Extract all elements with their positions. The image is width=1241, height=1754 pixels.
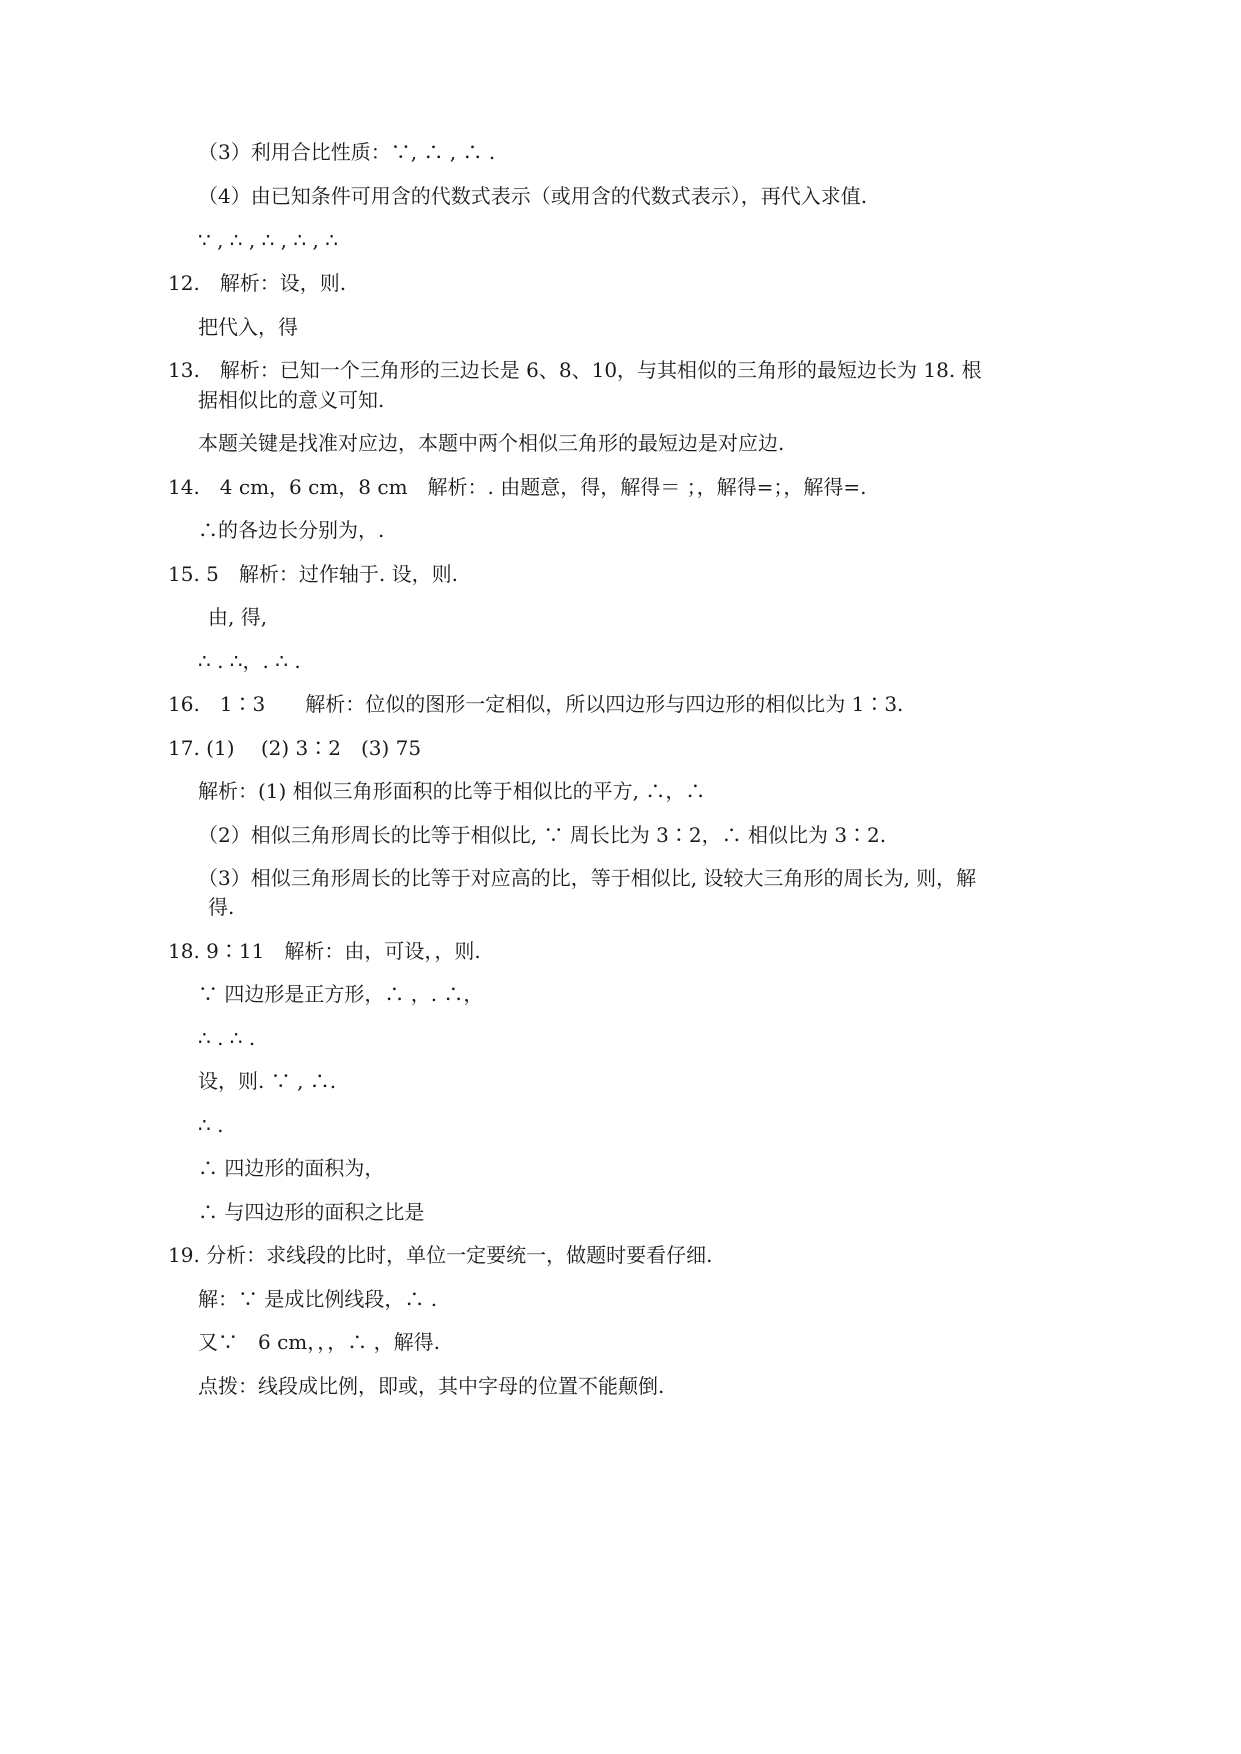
text-line: （3）利用合比性质：∵, ∴ , ∴ . [198, 140, 496, 164]
text-line: （4）由已知条件可用含的代数式表示（或用含的代数式表示），再代入求值. [198, 184, 868, 208]
text-line: 据相似比的意义可知. [198, 388, 385, 412]
text-line: 16. 1∶3 解析：位似的图形一定相似，所以四边形与四边形的相似比为 1∶3. [168, 692, 904, 716]
text-line: 19. 分析：求线段的比时，单位一定要统一，做题时要看仔细. [168, 1243, 713, 1267]
text-line: ∴ 四边形的面积为， [198, 1156, 385, 1180]
text-line: 本题关键是找准对应边，本题中两个相似三角形的最短边是对应边. [198, 431, 785, 455]
text-line: ∴ . ∴，. ∴ . [198, 649, 301, 673]
text-line: 点拨：线段成比例，即或，其中字母的位置不能颠倒. [198, 1374, 665, 1398]
text-line: （3）相似三角形周长的比等于对应高的比，等于相似比, 设较大三角形的周长为, 则，解 [198, 866, 977, 890]
text-line: （2）相似三角形周长的比等于相似比, ∵ 周长比为 3∶2，∴ 相似比为 3∶2. [198, 823, 887, 847]
text-line: 得. [208, 895, 235, 919]
text-line: ∴ . ∴ . [198, 1026, 256, 1050]
text-line: 14. 4 cm，6 cm，8 cm 解析：. 由题意，得，解得＝ ；，解得=；，解得=. [168, 475, 867, 499]
text-line: 解析：(1) 相似三角形面积的比等于相似比的平方, ∴，∴ [198, 779, 706, 803]
text-line: 13. 解析：已知一个三角形的三边长是 6、8、10，与其相似的三角形的最短边长为 18. 根 [168, 358, 982, 382]
text-line: ∵ 四边形是正方形，∴ ，. ∴， [198, 982, 484, 1006]
text-line: 设，则. ∵ , ∴. [198, 1069, 337, 1093]
text-line: 解：∵ 是成比例线段，∴ . [198, 1287, 438, 1311]
text-line: 又∵ 6 cm，，，∴ ，解得. [198, 1330, 440, 1354]
text-line: ∵ , ∴ , ∴ , ∴ , ∴ [198, 228, 338, 252]
text-line: ∴ 与四边形的面积之比是 [198, 1200, 425, 1224]
text-line: ∴ . [198, 1113, 224, 1137]
text-line: 18. 9∶11 解析：由，可设，，则. [168, 939, 481, 963]
text-line: 由, 得, [208, 605, 268, 629]
text-line: 17. (1) (2) 3∶2 (3) 75 [168, 736, 422, 760]
text-line: 把代入，得 [198, 315, 298, 339]
text-line: 12. 解析：设，则. [168, 271, 347, 295]
text-line: ∴的各边长分别为，. [198, 518, 385, 542]
text-line: 15. 5 解析：过作轴于. 设，则. [168, 562, 458, 586]
